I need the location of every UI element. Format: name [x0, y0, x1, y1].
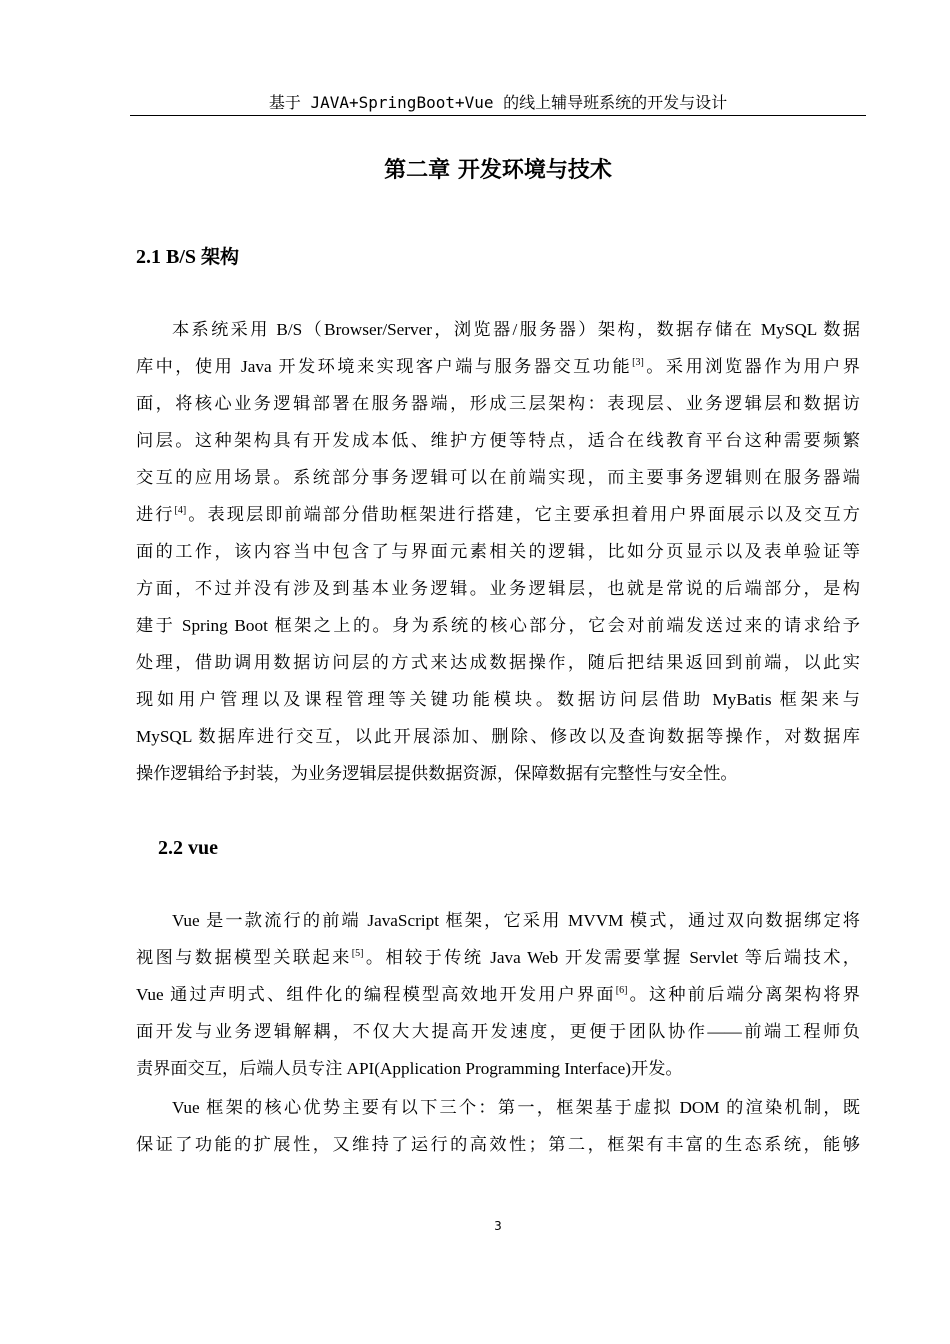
- line-text: Vue 通过声明式、组件化的编程模型高效地开发用户界面: [136, 985, 616, 1004]
- paragraph-line: 保证了功能的扩展性，又维持了运行的高效性；第二，框架有丰富的生态系统，能够: [136, 1135, 860, 1154]
- paragraph-line: Vue 框架的核心优势主要有以下三个：第一，框架基于虚拟 DOM 的渲染机制，既: [172, 1098, 860, 1117]
- page-number: 3: [494, 1219, 502, 1233]
- header-rule: [130, 115, 866, 116]
- paragraph-bs-architecture: [136, 311, 860, 792]
- citation: [6]: [615, 985, 628, 996]
- line-text: 。表现层即前端部分借助框架进行搭建，它主要承担着用户界面展示以及交互方: [186, 505, 860, 524]
- line-text: 。这种前后端分离架构将界: [627, 985, 860, 1004]
- running-header: 基于 JAVA+SpringBoot+Vue 的线上辅导班系统的开发与设计: [268, 93, 728, 112]
- citation: [4]: [174, 505, 187, 516]
- line-text: 进行: [136, 505, 175, 524]
- paragraph-line: MySQL 数据库进行交互，以此开展添加、删除、修改以及查询数据等操作，对数据库: [136, 727, 860, 746]
- paragraph-line: 责界面交互，后端人员专注 API(Application Programming Interface)开发。: [136, 1059, 683, 1078]
- paragraph-line: [136, 348, 860, 385]
- paragraph-vue-intro: [136, 902, 860, 1087]
- paragraph-line: 面开发与业务逻辑解耦，不仅大大提高开发速度，更便于团队协作——前端工程师负: [136, 1022, 860, 1041]
- section-number: 2.1 B/S: [136, 246, 197, 268]
- section-title-text: 架构: [201, 246, 240, 268]
- paragraph-line: 建于 Spring Boot 框架之上的。身为系统的核心部分，它会对前端发送过来的请求给予: [136, 616, 860, 635]
- paragraph-line: 面的工作，该内容当中包含了与界面元素相关的逻辑，比如分页显示以及表单验证等: [136, 542, 860, 561]
- chapter-title: 第二章 开发环境与技术: [384, 158, 612, 183]
- citation: [3]: [632, 357, 644, 368]
- section-heading-2-2: 2.2 vue: [158, 837, 218, 859]
- line-text: 。相较于传统 Java Web 开发需要掌握 Servlet 等后端技术，: [363, 948, 860, 967]
- paragraph-line: 本系统采用 B/S（Browser/Server，浏览器/服务器）架构，数据存储在 MySQL 数据: [172, 320, 860, 339]
- line-text: 视图与数据模型关联起来: [136, 948, 352, 967]
- paragraph-line: 处理，借助调用数据访问层的方式来达成数据操作，随后把结果返回到前端，以此实: [136, 653, 860, 672]
- section-heading-2-1: [136, 242, 239, 272]
- paragraph-line: [136, 976, 860, 1013]
- citation: [5]: [351, 948, 364, 959]
- paragraph-line: 现如用户管理以及课程管理等关键功能模块。数据访问层借助 MyBatis 框架来与: [136, 690, 860, 709]
- paragraph-line: 问层。这种架构具有开发成本低、维护方便等特点，适合在线教育平台这种需要频繁: [136, 431, 860, 450]
- line-text: 库中，使用 Java 开发环境来实现客户端与服务器交互功能: [136, 357, 633, 376]
- paragraph-line: [136, 496, 860, 533]
- line-text: 。采用浏览器作为用户界: [643, 357, 860, 376]
- paragraph-line: 方面，不过并没有涉及到基本业务逻辑。业务逻辑层，也就是常说的后端部分，是构: [136, 579, 860, 598]
- paragraph-line: 交互的应用场景。系统部分事务逻辑可以在前端实现，而主要事务逻辑则在服务器端: [136, 468, 860, 487]
- paragraph-line: 操作逻辑给予封装，为业务逻辑层提供数据资源，保障数据有完整性与安全性。: [136, 764, 738, 783]
- paragraph-line: [136, 939, 860, 976]
- paragraph-line: Vue 是一款流行的前端 JavaScript 框架，它采用 MVVM 模式，通过双向数据绑定将: [172, 911, 860, 930]
- paragraph-line: 面，将核心业务逻辑部署在服务器端，形成三层架构：表现层、业务逻辑层和数据访: [136, 394, 860, 413]
- paragraph-vue-advantages: [136, 1089, 860, 1163]
